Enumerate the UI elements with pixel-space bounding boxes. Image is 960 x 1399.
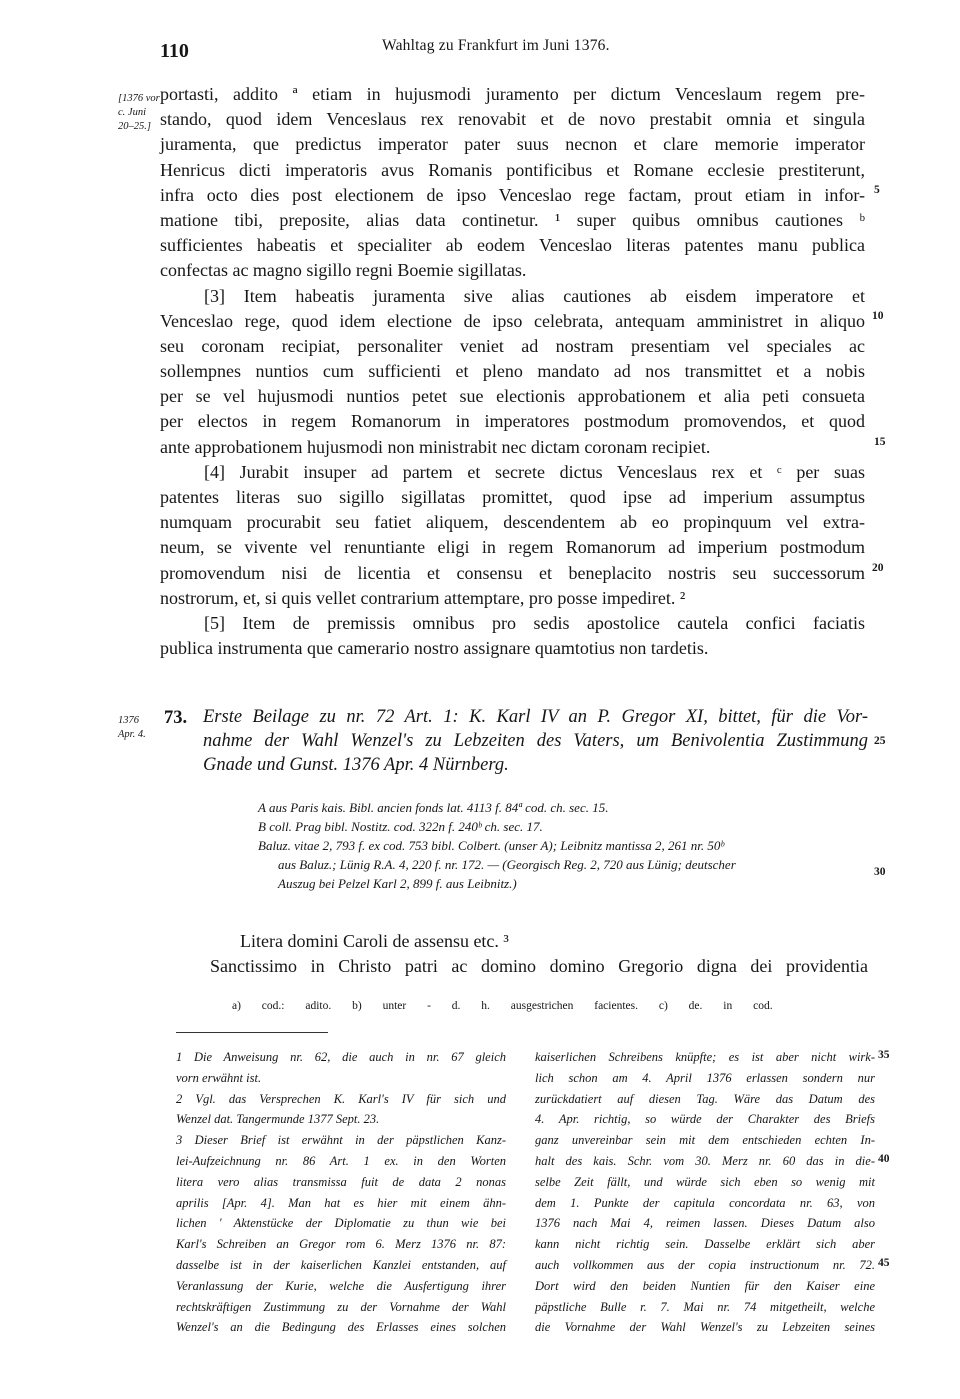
source-line: A aus Paris kais. Bibl. ancien fonds lat. 4113 f. 84ª cod. ch. sec. 15. [258, 800, 609, 815]
footnote-line: kann nicht richtig sein. Dasselbe erklärt sich aber [535, 1237, 875, 1252]
footnote-line: dem 1. Punkte der capitula concordata nr. 63, von [535, 1195, 875, 1210]
footnote-line: lich schon am 4. April 1376 erlassen sondern nur [535, 1070, 875, 1085]
footnote-separator [176, 1032, 328, 1033]
body-line: patentes literas suo sigillo sigillatas promittet, quod ipse ad imperium assumptus [160, 487, 865, 507]
heading-line: Erste Beilage zu nr. 72 Art. 1: K. Karl IV an P. Gregor XI, bittet, für die Vor- [203, 707, 868, 727]
footnote-line: Veranlassung der Kurie, welche die Ausfertigung ihrer [176, 1278, 506, 1293]
litera-title: Litera domini Caroli de assensu etc. ³ [240, 931, 509, 951]
footnote-line: zurückdatiert auf diesen Tag. Wäre das Datum des [535, 1091, 875, 1106]
page-number: 110 [160, 40, 189, 62]
body-line: Henricus dicti imperatoris avus Romanis pontificibus et Romane ecclesie prestiterunt, [160, 159, 865, 180]
doc-date-year: 1376 [118, 715, 139, 726]
body-line: juramenta, que predictus imperator pater suus necnon et clare memorie imperator [160, 134, 865, 155]
body-line: sollempnes nuntios cum sufficienti et pleno mandato ad nos transmittet et a nobis [160, 361, 865, 382]
body-line: stando, quod idem Venceslaus rex renovabit et de novo prestabit omnia et singula [160, 109, 865, 130]
footnote-line: 1376 nach Mai 4, reimen lassen. Dieses Datum also [535, 1216, 875, 1231]
heading-line: Gnade und Gunst. 1376 Apr. 4 Nürnberg. [203, 755, 509, 775]
line-number-15: 15 [874, 436, 886, 448]
body-line: ante approbationem hujusmodi non ministrabit nec dictam coronam recipiet. [160, 436, 711, 457]
body-line: publica instrumenta que camerario nostro assignare quamtotius non tardetis. [160, 638, 709, 659]
footnote-line: halt des kais. Schr. vom 30. Merz nr. 60 das in die- [535, 1153, 875, 1168]
body-line: numquam procurabit seu fatiet aliquem, descendentem ab eo propinquum vel extra- [160, 512, 865, 533]
source-line: Baluz. vitae 2, 793 f. ex cod. 753 bibl. Colbert. (unser A); Leibnitz mantissa 2, 261 nr. 50ᵇ [258, 838, 724, 853]
footnote-line: selbe Zeit fällt, und würde sich eben so wenig mit [535, 1174, 875, 1189]
body-line: nostrorum, et, si quis vellet contrarium attemptare, pro posse impediret. ² [160, 587, 686, 608]
line-number-10: 10 [872, 310, 884, 322]
footnote-line: litera vero alias transmissa fuit de data 2 nonas [176, 1174, 506, 1189]
footnote-line: dasselbe ist in der kaiserlichen Kanzlei entstanden, auf [176, 1257, 506, 1272]
line-number-35: 35 [878, 1049, 890, 1061]
margin-date-c: 20–25.] [118, 121, 151, 132]
body-line: sufficientes habeatis et specialiter ab eodem Venceslao literas patentes manu publica [160, 235, 865, 256]
footnote-line: 3 Dieser Brief ist erwähnt in der päpstlichen Kanz- [176, 1133, 506, 1148]
footnote-line: rechtskräftigen Zustimmung zu der Vornahme der Wahl [176, 1299, 506, 1314]
body-line: [4] Jurabit insuper ad partem et secrete dictus Venceslaus rex et ᶜ per suas [204, 461, 865, 482]
footnote-line: Karl's Schreiben an Gregor rom 6. Merz 1376 nr. 87: [176, 1237, 506, 1252]
line-number-40: 40 [878, 1153, 890, 1165]
margin-date-a: [1376 vor [118, 93, 160, 104]
footnote-line: ganz unvereinbar sein mit dem entschieden echten In- [535, 1133, 875, 1148]
footnote-line: die Vornahme der Wahl Wenzel's zu Lebzeiten seines [535, 1320, 875, 1335]
line-number-20: 20 [872, 562, 884, 574]
apparatus-b: b) unter - d. h. ausgestrichen facientes. [352, 1000, 638, 1012]
apparatus-c: c) de. in cod. [658, 1000, 773, 1012]
footnote-line: vorn erwähnt ist. [176, 1070, 262, 1085]
body-line: seu coronam recipiat, personaliter veniet ad nostram presentiam vel speciales ac [160, 335, 865, 356]
footnote-line: 4. Apr. richtig, so würde der Charakter des Briefs [535, 1112, 875, 1127]
footnote-line: Dort wird den beiden Nuntien für den Kaiser eine [535, 1278, 875, 1293]
doc-date-note [118, 714, 146, 742]
body-line: neum, se vivente vel renuntiante eligi in regem Romanorum ad imperium postmodum [160, 537, 865, 558]
footnote-line: päpstliche Bulle r. 7. Mai nr. 74 mitgetheilt, welche [535, 1299, 875, 1314]
body-line: per electos in regem Romanorum in imperatores postmodum promovendos, et quod [160, 411, 865, 432]
source-line: Auszug bei Pelzel Karl 2, 899 f. aus Leibnitz.) [278, 876, 517, 891]
doc-date-day: Apr. 4. [118, 729, 146, 740]
source-line: B coll. Prag bibl. Nostitz. cod. 322n f. 240ᵇ ch. sec. 17. [258, 819, 543, 834]
footnote-line: auch vollkommen aus der copia instructionum nr. 72. [535, 1257, 875, 1272]
body-line: [5] Item de premissis omnibus pro sedis apostolice cautela confici faciatis [204, 612, 865, 633]
document-heading [203, 705, 868, 777]
body-line: infra octo dies post electionem de ipso Venceslao rege factam, prout etiam in infor- [160, 184, 865, 205]
line-number-30: 30 [874, 866, 886, 878]
line-number-5: 5 [874, 184, 880, 196]
footnotes-column-right [535, 1047, 875, 1338]
footnote-line: Wenzel dat. Tangermunde 1377 Sept. 23. [176, 1112, 380, 1127]
footnote-line: 1 Die Anweisung nr. 62, die auch in nr. 67 gleich [176, 1050, 506, 1064]
source-list [258, 798, 736, 893]
running-title: Wahltag zu Frankfurt im Juni 1376. [382, 37, 610, 54]
body-line: promovendum nisi de licentia et consensu et beneplacito nostris seu successorum [160, 562, 865, 583]
margin-date-note [118, 92, 160, 134]
footnote-line: lichen ' Aktenstücke der Diplomatie zu thun wie bei [176, 1216, 506, 1231]
apparatus-notes [232, 1000, 773, 1012]
body-line: per se vel hujusmodi nuntios petet sue electionis approbationem et alia peti consueta [160, 386, 865, 407]
body-line: matione tibi, preposite, alias data continetur. ¹ super quibus omnibus cautiones ᵇ [160, 209, 865, 230]
footnote-line: 2 Vgl. das Versprechen K. Karl's IV für sich und [176, 1091, 506, 1106]
footnote-line: Wenzel's an die Bedingung des Erlasses eines solchen [176, 1320, 506, 1335]
body-line: portasti, addito ª etiam in hujusmodi juramento per dictum Venceslaum regem pre- [160, 84, 865, 104]
body-line: confectas ac magno sigillo regni Boemie sigillatas. [160, 260, 527, 281]
body-line: [3] Item habeatis juramenta sive alias cautiones ab eisdem imperatore et [204, 285, 865, 306]
line-number-45: 45 [878, 1257, 890, 1269]
footnote-line: kaiserlichen Schreibens knüpfte; es ist aber nicht wirk- [535, 1050, 875, 1064]
margin-date-b: c. Juni [118, 107, 146, 118]
apparatus-a: a) cod.: adito. [232, 1000, 332, 1012]
footnote-line: aprilis [Apr. 4]. Man hat es hier mit einem ähn- [176, 1195, 506, 1210]
body-text [160, 82, 865, 661]
body-line: Venceslao rege, quod idem electione de ipso celebrata, antequam amministret in aliquo [160, 310, 865, 331]
footnote-line: lei-Aufzeichnung nr. 86 Art. 1 ex. in den Worten [176, 1153, 506, 1168]
salutation-line: Sanctissimo in Christo patri ac domino domino Gregorio digna dei providentia [210, 956, 868, 976]
source-line: aus Baluz.; Lünig R.A. 4, 220 f. nr. 172. — (Georgisch Reg. 2, 720 aus Lünig; deutscher [278, 857, 736, 872]
document-number: 73. [164, 708, 188, 728]
heading-line: nahme der Wahl Wenzel's zu Lebzeiten des Vaters, um Benivolentia Zustimmung [203, 731, 868, 751]
footnotes-column-left [176, 1047, 506, 1338]
line-number-25: 25 [874, 735, 886, 747]
